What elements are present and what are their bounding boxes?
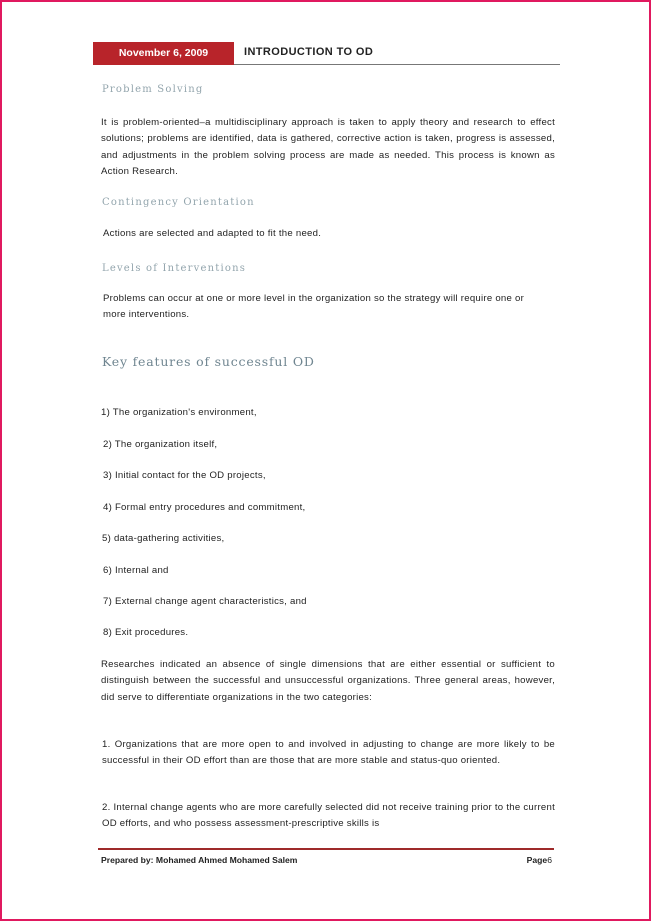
list-item: 5) data-gathering activities, xyxy=(102,533,225,544)
header-date-band: November 6, 2009 xyxy=(93,42,234,65)
list-item: 7) External change agent characteristics, and xyxy=(103,596,307,607)
paragraph-problem-solving: It is problem-oriented–a multidisciplinary approach is taken to apply theory and research to effect solutions; problems are identified, data is gathered, corrective action is taken, progress is assessed, and adjustments in the problem solving process are made as needed. This process is known as Action Research. xyxy=(101,117,555,177)
paragraph-point-1: 1. Organizations that are more open to and involved in adjusting to change are more likely to be successful in their OD effort than are those that are more stable and status-quo oriented. xyxy=(102,739,555,767)
header-title: INTRODUCTION TO OD xyxy=(244,46,374,58)
paragraph-contingency: Actions are selected and adapted to fit the need. xyxy=(103,228,322,239)
list-item: 2) The organization itself, xyxy=(103,439,218,450)
list-item: 4) Formal entry procedures and commitment, xyxy=(103,502,306,513)
heading-problem-solving: Problem Solving xyxy=(102,84,204,95)
list-item: 8) Exit procedures. xyxy=(103,627,189,638)
list-item: 6) Internal and xyxy=(103,565,169,576)
paragraph-research: Researches indicated an absence of single dimensions that are either essential or sufficient to distinguish between the successful and unsuccessful organizations. Three general areas, however, did serve to differentiate organizations in the two categories: xyxy=(101,659,555,703)
footer-page-label: Page xyxy=(526,855,548,865)
header-rule xyxy=(234,64,560,65)
heading-key-features: Key features of successful OD xyxy=(102,354,315,369)
footer-page-number xyxy=(527,855,552,865)
footer-page-value: 6 xyxy=(547,855,552,865)
heading-levels-of-interventions: Levels of Interventions xyxy=(102,263,247,274)
paragraph-point-2: 2. Internal change agents who are more carefully selected did not receive training prior to the current OD efforts, and who possess assessment-prescriptive skills is xyxy=(102,802,555,830)
footer-prepared-by: Prepared by: Mohamed Ahmed Mohamed Salem xyxy=(101,855,298,865)
list-item: 3) Initial contact for the OD projects, xyxy=(103,470,266,481)
list-item: 1) The organization's environment, xyxy=(101,407,257,418)
paragraph-interventions: Problems can occur at one or more level in the organization so the strategy will require one or more interventions. xyxy=(103,293,525,321)
heading-contingency-orientation: Contingency Orientation xyxy=(102,197,255,208)
footer-rule xyxy=(98,848,554,850)
